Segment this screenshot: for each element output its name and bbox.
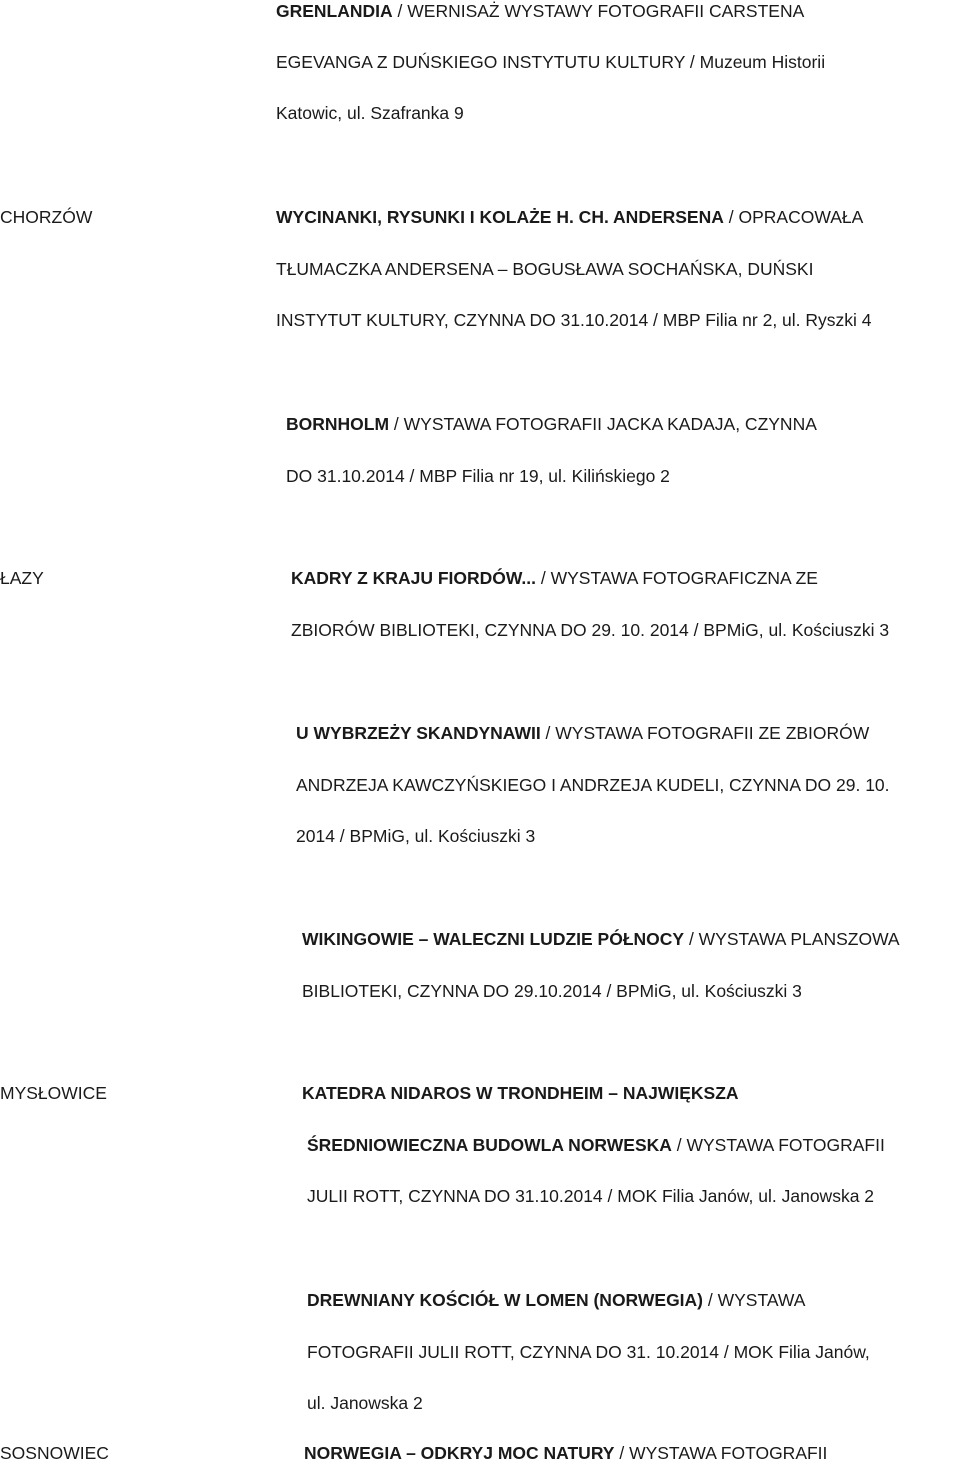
entry-line: ul. Janowska 2	[307, 1393, 423, 1413]
exhibition-title: WIKINGOWIE – WALECZNI LUDZIE PÓŁNOCY	[302, 929, 685, 949]
entry-line: 2014 / BPMiG, ul. Kościuszki 3	[296, 826, 536, 846]
exhibition-title: ŚREDNIOWIECZNA BUDOWLA NORWESKA	[307, 1135, 672, 1155]
entry-line	[276, 206, 863, 228]
exhibition-title: BORNHOLM	[286, 414, 390, 434]
entry-line	[304, 1442, 827, 1464]
exhibition-text: / WYSTAWA FOTOGRAFII	[614, 1443, 828, 1463]
exhibition-title: KADRY Z KRAJU FIORDÓW...	[291, 568, 537, 588]
exhibition-title: NORWEGIA – ODKRYJ MOC NATURY	[304, 1443, 615, 1463]
exhibition-text: / WYSTAWA	[703, 1290, 806, 1310]
entry-line	[296, 722, 869, 744]
exhibition-title: DREWNIANY KOŚCIÓŁ W LOMEN (NORWEGIA)	[307, 1290, 704, 1310]
entry-line: DO 31.10.2014 / MBP Filia nr 19, ul. Kilińskiego 2	[286, 466, 670, 486]
entry-line: ZBIORÓW BIBLIOTEKI, CZYNNA DO 29. 10. 2014 / BPMiG, ul. Kościuszki 3	[291, 620, 890, 640]
exhibition-text: / OPRACOWAŁA	[723, 207, 864, 227]
entry-line	[291, 567, 818, 589]
exhibition-text: / WYSTAWA FOTOGRAFII JACKA KADAJA, CZYNNA	[389, 414, 817, 434]
city-label-chorzow: CHORZÓW	[0, 207, 93, 227]
entry-line: EGEVANGA Z DUŃSKIEGO INSTYTUTU KULTURY / Muzeum Historii	[276, 52, 826, 72]
exhibition-title: KATEDRA NIDAROS W TRONDHEIM – NAJWIĘKSZA	[302, 1083, 739, 1103]
exhibition-title: WYCINANKI, RYSUNKI I KOLAŻE H. CH. ANDERSENA	[276, 207, 724, 227]
entry-line	[302, 928, 900, 950]
exhibition-text: / WYSTAWA FOTOGRAFII	[671, 1135, 885, 1155]
exhibition-text: / WYSTAWA PLANSZOWA	[684, 929, 900, 949]
entry-line	[307, 1289, 805, 1311]
exhibition-text: / WERNISAŻ WYSTAWY FOTOGRAFII CARSTENA	[392, 1, 805, 21]
city-label-sosnowiec: SOSNOWIEC	[0, 1443, 109, 1463]
entry-line	[276, 0, 804, 22]
entry-line: JULII ROTT, CZYNNA DO 31.10.2014 / MOK Filia Janów, ul. Janowska 2	[307, 1186, 875, 1206]
entry-line: Katowic, ul. Szafranka 9	[276, 103, 464, 123]
entry-line: INSTYTUT KULTURY, CZYNNA DO 31.10.2014 / MBP Filia nr 2, ul. Ryszki 4	[276, 310, 872, 330]
city-label-lazy: ŁAZY	[0, 568, 44, 588]
exhibition-text: / WYSTAWA FOTOGRAFII ZE ZBIORÓW	[540, 723, 870, 743]
exhibition-title: GRENLANDIA	[276, 1, 393, 21]
entry-line	[286, 413, 817, 435]
entry-line: FOTOGRAFII JULII ROTT, CZYNNA DO 31. 10.2014 / MOK Filia Janów,	[307, 1342, 870, 1362]
exhibition-title: U WYBRZEŻY SKANDYNAWII	[296, 723, 541, 743]
entry-line	[307, 1134, 885, 1156]
exhibition-text: / WYSTAWA FOTOGRAFICZNA ZE	[536, 568, 818, 588]
entry-line: BIBLIOTEKI, CZYNNA DO 29.10.2014 / BPMiG, ul. Kościuszki 3	[302, 981, 802, 1001]
entry-line: ANDRZEJA KAWCZYŃSKIEGO I ANDRZEJA KUDELI, CZYNNA DO 29. 10.	[296, 775, 890, 795]
entry-line: TŁUMACZKA ANDERSENA – BOGUSŁAWA SOCHAŃSKA, DUŃSKI	[276, 259, 814, 279]
city-label-myslowice: MYSŁOWICE	[0, 1083, 107, 1103]
